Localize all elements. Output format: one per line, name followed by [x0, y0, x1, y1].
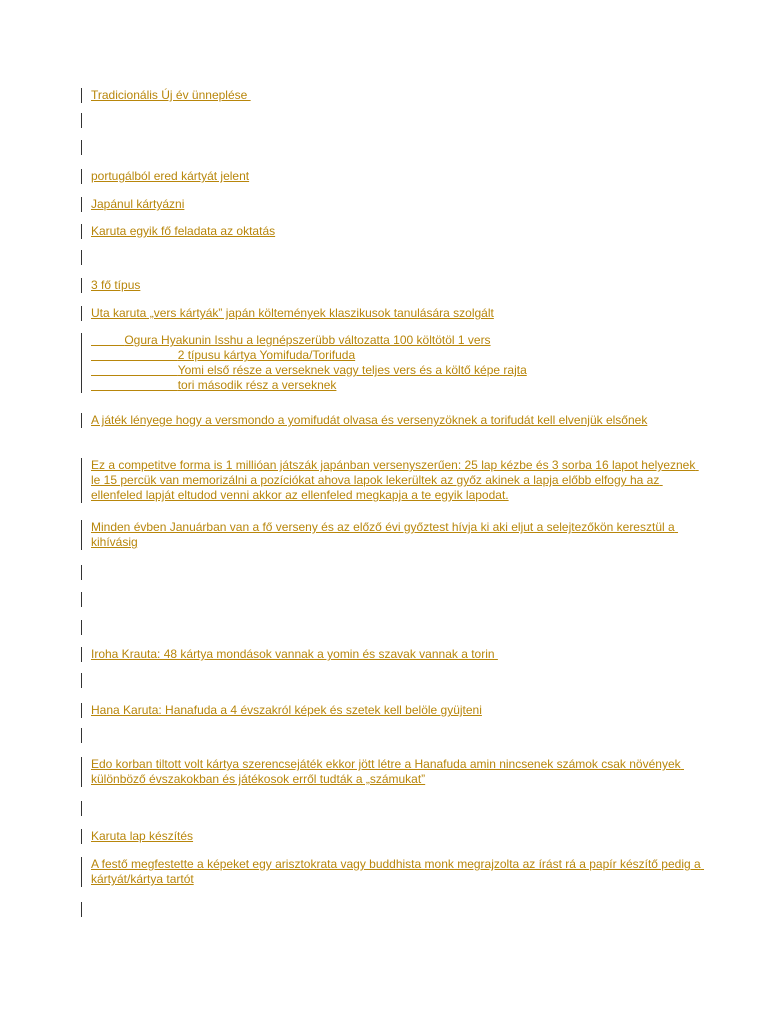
paragraph-text: Iroha Krauta: 48 kártya mondások vannak a yomin és szavak vannak a torin — [91, 647, 498, 661]
paragraph-text: Karuta egyik fő feladata az oktatás — [91, 224, 276, 238]
paragraph-tradicionalis[interactable] — [81, 88, 701, 103]
list-line: tori második rész a verseknek — [91, 378, 337, 392]
paragraph-edo-korban[interactable] — [81, 757, 701, 787]
paragraph-text: Ez a competitve forma is 1 millióan játszák japánban versenyszerűen: 25 lap kézbe és 3 sorba 16 lapot helyeznek le 15 percük van memorizálni a pozíciókat ahova lapok lekerültek az győz akinek a lapja előbb elfogy ha az ellenfeled lapját eltudod venni akkor az ellenfeled megkapja a te egyik lapodat. — [91, 458, 699, 502]
paragraph-text: A játék lényege hogy a versmondo a yomifudát olvasa és versenyzöknek a torifudát kell elvenjük elsőnek — [91, 413, 648, 427]
paragraph-japanul[interactable] — [81, 197, 701, 212]
list-line: Yomi első része a verseknek vagy teljes vers és a költő képe rajta — [91, 363, 527, 377]
paragraph-text: Hana Karuta: Hanafuda a 4 évszakról képek és szetek kell belöle gyüjteni — [91, 703, 482, 717]
empty-paragraph[interactable] — [81, 565, 701, 580]
paragraph-hana-karuta[interactable] — [81, 703, 701, 718]
paragraph-jatek-lenyege[interactable] — [81, 413, 701, 428]
list-line: Ogura Hyakunin Isshu a legnépszerübb változatta 100 költötöl 1 vers — [91, 333, 491, 347]
paragraph-competitive[interactable] — [81, 458, 701, 503]
paragraph-portugalbol[interactable] — [81, 169, 701, 184]
paragraph-text: portugálból ered kártyát jelent — [91, 169, 250, 183]
paragraph-festo[interactable] — [81, 857, 705, 887]
empty-paragraph[interactable] — [81, 801, 701, 816]
list-line: 2 típusu kártya Yomifuda/Torifuda — [91, 348, 356, 362]
empty-paragraph[interactable] — [81, 673, 701, 688]
empty-paragraph[interactable] — [81, 113, 701, 128]
empty-paragraph[interactable] — [81, 140, 701, 155]
empty-paragraph[interactable] — [81, 902, 701, 917]
paragraph-text: Edo korban tiltott volt kártya szerencsejáték ekkor jött létre a Hanafuda amin nincsenek számok csak növények különböző évszakokban és játékosok erről tudták a „számukat” — [91, 757, 684, 786]
paragraph-lap-keszites[interactable] — [81, 829, 701, 844]
empty-paragraph[interactable] — [81, 592, 701, 607]
paragraph-januarban[interactable] — [81, 520, 701, 550]
paragraph-3-fo-tipus[interactable] — [81, 278, 701, 293]
paragraph-text: Tradicionális Új év ünneplése — [91, 88, 251, 102]
empty-paragraph[interactable] — [81, 728, 701, 743]
paragraph-iroha[interactable] — [81, 647, 701, 662]
paragraph-text: 3 fő típus — [91, 278, 141, 292]
paragraph-text: Japánul kártyázni — [91, 197, 185, 211]
paragraph-text: A festő megfestette a képeket egy arisztokrata vagy buddhista monk megrajzolta az írást rá a papír készítő pedig a kártyát/kártya tartót — [91, 857, 705, 886]
paragraph-text: Karuta lap készítés — [91, 829, 194, 843]
empty-paragraph[interactable] — [81, 620, 701, 635]
paragraph-text: Minden évben Januárban van a fő verseny és az előző évi győztest hívja ki aki eljut a selejtezőkön keresztül a kihívásig — [91, 520, 679, 549]
paragraph-text: Uta karuta „vers kártyák” japán költemények klaszikusok tanulására szolgált — [91, 306, 494, 320]
paragraph-uta-karuta[interactable] — [81, 306, 701, 321]
paragraph-karuta-oktatas[interactable] — [81, 224, 701, 239]
empty-paragraph[interactable] — [81, 250, 701, 265]
paragraph-ogura-list[interactable] — [81, 333, 701, 393]
